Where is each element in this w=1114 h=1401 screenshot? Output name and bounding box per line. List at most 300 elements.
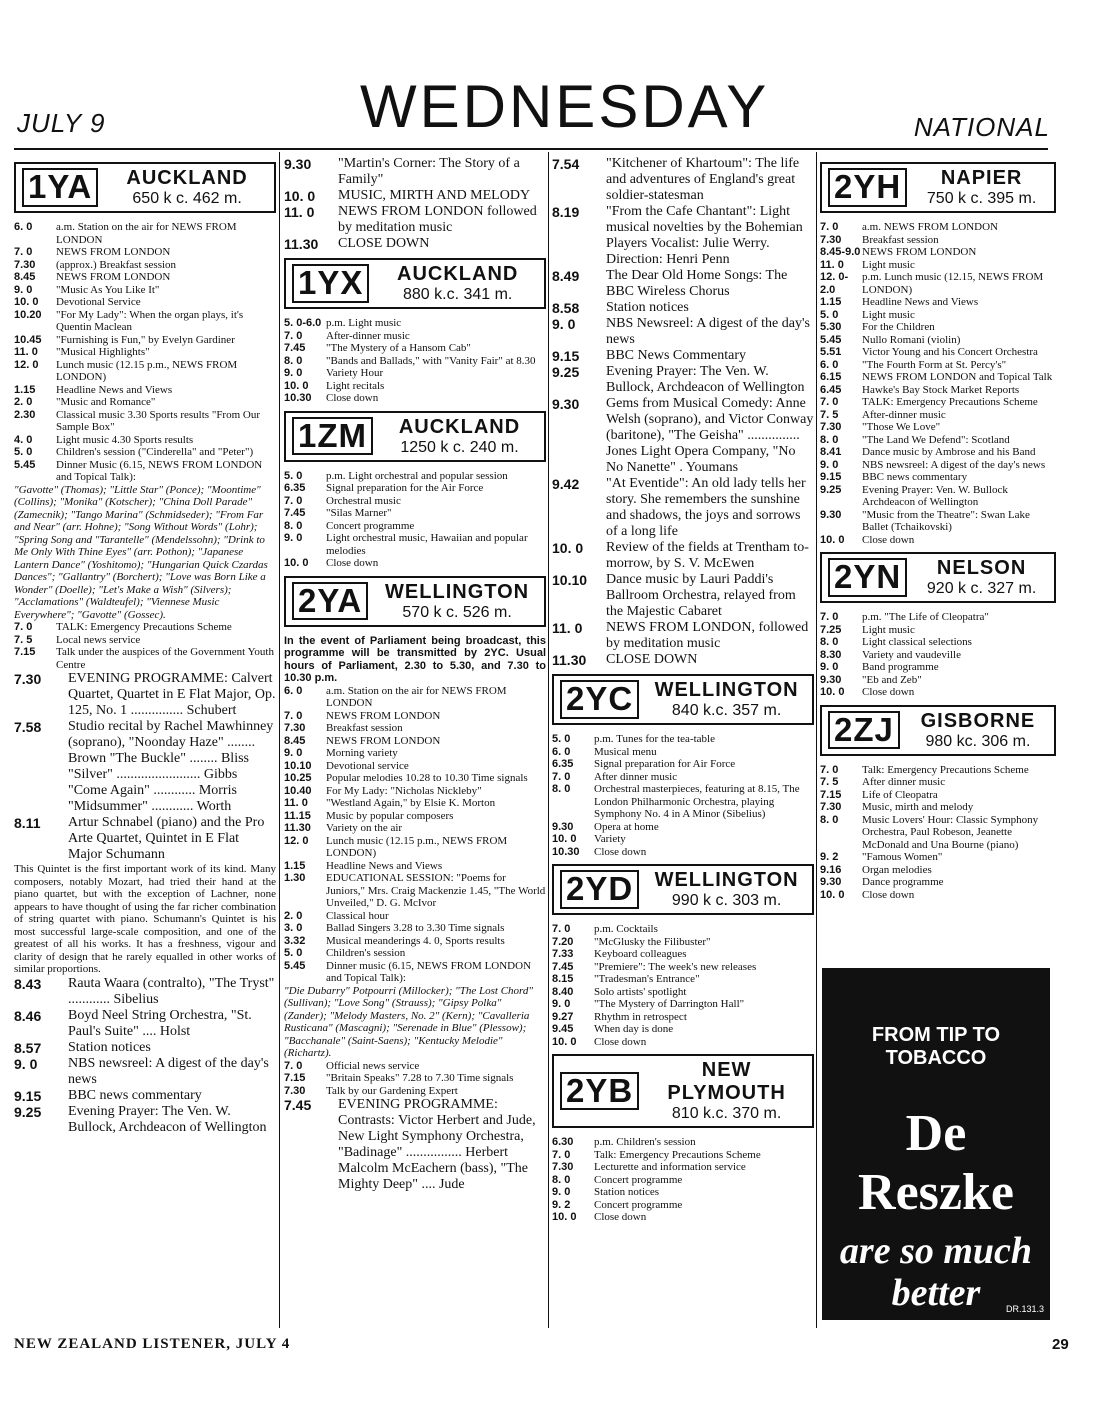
- programme-time: 7. 0: [284, 709, 303, 722]
- programme-description: Life of Cleopatra: [862, 788, 938, 801]
- programme-time: 7.15: [284, 1072, 306, 1084]
- programme-time: 8. 0: [284, 354, 303, 367]
- programme-row: [284, 392, 546, 405]
- programme-time: 7. 0: [14, 246, 33, 258]
- programme-description: Headline News and Views: [326, 859, 443, 872]
- station-callsign: 2YN: [828, 558, 907, 597]
- programme-row: [820, 889, 1056, 902]
- programme-description: Light recitals: [326, 379, 385, 392]
- programme-description: Rauta Waara (contralto), "The Tryst" ............ Sibelius: [68, 975, 275, 1007]
- programme-row: [820, 611, 1056, 624]
- programme-row: [820, 649, 1056, 662]
- programme-description: Studio recital by Rachel Mawhinney (soprano), "Noonday Haze" ........ Brown "The Buckle" ........ Bliss "Silver" ........................ Gibbs "Come Again" ............ Morris "Midsummer" ............ Worth: [68, 719, 274, 814]
- programme-description: Headline News and Views: [56, 383, 173, 396]
- programme-2yb: [552, 1136, 814, 1224]
- programme-description: After dinner music: [862, 776, 946, 788]
- programme-row: [820, 296, 1056, 309]
- programme-row: [552, 348, 814, 364]
- programme-time: 11.30: [284, 822, 311, 834]
- programme-time: 7. 0: [284, 329, 303, 342]
- footer-publication: NEW ZEALAND LISTENER, JULY 4: [14, 1336, 291, 1352]
- programme-time: 2. 0: [284, 909, 303, 922]
- programme-description: a.m. Station on the air for NEWS FROM LONDON: [56, 221, 237, 246]
- de-reszke-advertisement: [822, 968, 1050, 1320]
- programme-time: 9. 0: [820, 661, 839, 673]
- station-city: WELLINGTON: [654, 869, 799, 891]
- programme-row: [284, 367, 546, 380]
- programme-time: 8.45: [14, 271, 36, 283]
- programme-row: [552, 156, 814, 204]
- programme-description: Organ melodies: [862, 863, 932, 876]
- programme-description: For the Children: [862, 321, 935, 333]
- station-frequency: 570 k c. 526 m.: [402, 603, 512, 621]
- programme-row: [552, 1211, 814, 1224]
- programme-row: [284, 188, 546, 204]
- programme-time: 9. 0: [284, 747, 303, 759]
- programme-description: NEWS FROM LONDON and Topical Talk: [862, 371, 1053, 383]
- programme-time: 9. 0: [552, 1186, 571, 1198]
- ad-slogan: are so much better: [839, 1230, 1033, 1314]
- programme-row: [552, 833, 814, 846]
- programme-time: 5. 0: [284, 469, 303, 482]
- programme-description: Nullo Romani (violin): [862, 333, 961, 346]
- programme-row: [552, 821, 814, 834]
- programme-time: 11. 0: [552, 620, 583, 636]
- programme-time: 9. 0: [14, 283, 33, 296]
- programme-description: "Eb and Zeb": [862, 673, 922, 686]
- programme-row: [552, 1174, 814, 1187]
- programme-time: 9.45: [552, 1023, 574, 1035]
- programme-description: Concert programme: [594, 1173, 683, 1186]
- programme-2yn: [820, 611, 1056, 699]
- programme-time: 10.30: [552, 845, 580, 858]
- programme-row: [14, 671, 276, 719]
- programme-time: 10. 0: [552, 833, 577, 845]
- programme-row: [552, 268, 814, 300]
- programme-description: Close down: [326, 392, 379, 404]
- programme-time: 9.30: [552, 396, 580, 412]
- programme-description: Close down: [594, 1035, 647, 1048]
- programme-description: NEWS FROM LONDON, followed by meditation music: [606, 620, 809, 651]
- programme-description: NEWS FROM LONDON followed by meditation music: [338, 204, 537, 235]
- programme-description: Lunch music (12.15 p.m., NEWS FROM LONDON): [326, 834, 508, 859]
- programme-description: Signal preparation for Air Force: [594, 758, 736, 770]
- programme-description: Station notices: [606, 300, 689, 315]
- programme-time: 10.20: [14, 308, 42, 321]
- station-callsign: 2YH: [828, 168, 907, 207]
- programme-time: 12. 0-2.0: [820, 271, 849, 296]
- programme-1ya-late: [14, 976, 276, 1136]
- programme-description: a.m. NEWS FROM LONDON: [862, 221, 998, 233]
- programme-time: 9. 2: [552, 1198, 571, 1211]
- programme-row: [820, 674, 1056, 687]
- station-city: NELSON: [936, 557, 1027, 579]
- programme-time: 7.45: [284, 1097, 312, 1113]
- programme-description: Review of the fields at Trentham to-morrow, by S. V. McEwen: [606, 540, 809, 571]
- programme-row: [552, 316, 814, 348]
- programme-row: [820, 851, 1056, 864]
- programme-row: [820, 409, 1056, 422]
- programme-2yc: [552, 733, 814, 858]
- programme-time: 6. 0: [552, 745, 571, 758]
- programme-description: NEWS FROM LONDON: [56, 246, 171, 258]
- programme-row: [14, 1088, 276, 1104]
- programme-row: [552, 733, 814, 746]
- programme-row: [552, 1023, 814, 1036]
- programme-description: p.m. Light orchestral and popular session: [326, 469, 508, 482]
- programme-description: "Kitchener of Khartoum": The life and adventures of England's great soldier-statesman: [606, 156, 800, 203]
- programme-time: 7. 0: [284, 494, 303, 507]
- station-callsign: 2YA: [292, 582, 368, 621]
- programme-time: 9.30: [552, 820, 574, 833]
- programme-description: "Music from the Theatre": Swan Lake Ballet (Tchaikovski): [862, 508, 1030, 533]
- programme-time: 10. 0: [552, 1035, 577, 1048]
- programme-description: Close down: [862, 533, 915, 546]
- programme-description: p.m. Light music: [326, 317, 402, 329]
- programme-time: 9.15: [552, 348, 580, 364]
- programme-row: [552, 936, 814, 949]
- programme-description: Band programme: [862, 661, 939, 673]
- programme-time: 6.15: [820, 371, 842, 383]
- programme-description: Variety on the air: [326, 822, 403, 834]
- station-callsign: 1YX: [292, 264, 369, 303]
- station-frequency: 750 k c. 395 m.: [926, 190, 1037, 207]
- programme-description: Solo artists' spotlight: [594, 985, 687, 998]
- programme-time: 7. 0: [820, 611, 839, 623]
- programme-time: 10.40: [284, 784, 312, 797]
- programme-row: [552, 1036, 814, 1049]
- programme-time: 9.15: [14, 1087, 42, 1104]
- programme-row: [14, 1040, 276, 1056]
- programme-description: Light music: [862, 258, 915, 271]
- programme-time: 8.43: [14, 975, 42, 992]
- programme-time: 7.30: [284, 722, 306, 734]
- programme-time: 12. 0: [14, 358, 39, 371]
- programme-description: Variety Hour: [326, 367, 384, 379]
- programme-row: [820, 864, 1056, 877]
- programme-time: 7.15: [820, 788, 842, 801]
- programme-row: [284, 330, 546, 343]
- programme-description: CLOSE DOWN: [606, 652, 698, 667]
- programme-row: [820, 636, 1056, 649]
- programme-row: [14, 396, 276, 409]
- programme-time: 9.42: [552, 476, 580, 492]
- programme-row: [820, 359, 1056, 372]
- programme-row: [284, 236, 546, 252]
- programme-row: [284, 520, 546, 533]
- ad-code: DR.131.3: [1005, 1304, 1044, 1314]
- programme-description: Dinner Music (6.15, NEWS FROM LONDON and Topical Talk):: [56, 458, 263, 483]
- programme-description: Breakfast session: [326, 722, 403, 734]
- programme-row: [820, 321, 1056, 334]
- programme-row: [820, 221, 1056, 234]
- programme-description: Orchestral music: [326, 494, 401, 507]
- programme-row: [820, 384, 1056, 397]
- programme-row: [552, 652, 814, 668]
- programme-row: [14, 434, 276, 447]
- station-banner-2yb: [552, 1054, 814, 1128]
- station-frequency: 920 k c. 327 m.: [926, 580, 1037, 597]
- programme-time: 8.11: [14, 815, 41, 831]
- programme-description: "The Mystery of a Hansom Cab": [326, 342, 471, 354]
- programme-description: Lunch music (12.15 p.m., NEWS FROM LONDON): [56, 358, 238, 383]
- station-city: AUCKLAND: [397, 263, 519, 285]
- programme-description: Station notices: [68, 1039, 151, 1055]
- programme-row: [820, 814, 1056, 852]
- dinner-music-list: "Gavotte" (Thomas); "Little Star" (Ponce); "Moontime" (Collins); "Monika" (Kotscher); "China Doll Parade" (Zamecnik); "Tango Marina" (Schmidseder); "From Far and Near" (arr. Hohne); "Song Without Words" (Lohr); "Spring Song and "Tarantelle" (Mendelssohn); "Drink to Me Only With Thine Eyes" (arr. Pothon); "Japanese Lantern Dance" (Yoshitomo); "Hungarian Quick Czardas Dances"; "Gallantry" (Borchert); "Love was Born Like a Wonder" (Doelle); "Let's Make a Wish" (Silvers); "Acclamations" (Waldteufel); "Viennese Music Everywhere"; "Gavotte" (Gossec).: [14, 483, 268, 621]
- programme-description: Light music 4.30 Sports results: [56, 433, 194, 446]
- programme-description: BBC news commentary: [68, 1087, 202, 1103]
- station-banner-2yn: [820, 552, 1056, 603]
- programme-row: [284, 557, 546, 570]
- programme-time: 6. 0: [284, 684, 303, 697]
- programme-row: [284, 872, 546, 910]
- programme-time: 6. 0: [820, 358, 839, 371]
- programme-row: [552, 620, 814, 652]
- programme-description: Music, mirth and melody: [862, 801, 974, 813]
- programme-description: Boyd Neel String Orchestra, "St. Paul's Suite" .... Holst: [68, 1007, 252, 1039]
- programme-row: [284, 860, 546, 873]
- programme-time: 8.30: [820, 648, 842, 661]
- programme-row: [552, 204, 814, 268]
- programme-row: [14, 976, 276, 1008]
- station-frequency: 980 kc. 306 m.: [925, 732, 1031, 750]
- programme-description: BBC News Commentary: [606, 348, 746, 363]
- programme-row: [820, 334, 1056, 347]
- programme-description: EDUCATIONAL SESSION: "Poems for Juniors," Mrs. Craig Mackenzie 1.45, "The World Unveiled," D. G. McIvor: [326, 872, 546, 909]
- programme-time: 6.45: [820, 383, 842, 396]
- programme-time: 7.30: [14, 671, 42, 687]
- programme-description: Rhythm in retrospect: [594, 1010, 687, 1023]
- column-divider: [548, 152, 549, 1328]
- programme-time: 7. 0: [552, 770, 571, 783]
- programme-time: 7.30: [820, 421, 842, 433]
- column-divider: [816, 152, 817, 1328]
- station-banner-2ya: [284, 576, 546, 627]
- programme-time: 5. 0: [552, 733, 571, 745]
- programme-description: Classical hour: [326, 909, 389, 922]
- programme-row: [820, 509, 1056, 534]
- programme-time: 7.30: [552, 1161, 574, 1173]
- programme-time: 8.45: [284, 734, 306, 747]
- programme-row: [820, 459, 1056, 472]
- programme-row: [552, 771, 814, 784]
- programme-description: Musical meanderings 4. 0, Sports results: [326, 934, 505, 947]
- programme-time: 10. 0: [552, 540, 584, 556]
- programme-time: 7. 0: [820, 396, 839, 408]
- station-city: WELLINGTON: [385, 580, 530, 603]
- programme-description: Devotional service: [326, 759, 409, 772]
- programme-description: Morning variety: [326, 747, 398, 759]
- programme-description: p.m. "The Life of Cleopatra": [862, 611, 989, 623]
- programme-time: 1.15: [820, 296, 842, 308]
- programme-description: After dinner music: [594, 770, 678, 783]
- programme-description: Concert programme: [326, 519, 415, 532]
- programme-row: [14, 346, 276, 359]
- programme-row: [14, 446, 276, 459]
- programme-row: [820, 661, 1056, 674]
- programme-time: 5. 0: [284, 947, 303, 959]
- programme-description: "Music and Romance": [56, 396, 156, 408]
- programme-row: [14, 409, 276, 434]
- programme-description: "Musical Highlights": [56, 346, 150, 358]
- programme-row: [284, 960, 546, 985]
- programme-time: 9. 0: [552, 316, 576, 332]
- programme-time: 9. 0: [552, 998, 571, 1010]
- programme-time: 7.20: [552, 935, 574, 948]
- programme-row: [284, 722, 546, 735]
- programme-row: [14, 259, 276, 272]
- programme-row: [820, 776, 1056, 789]
- programme-row: [284, 935, 546, 948]
- programme-time: 10.45: [14, 333, 42, 346]
- programme-description: Light music: [862, 308, 915, 321]
- programme-time: 6.30: [552, 1136, 574, 1148]
- programme-time: 7. 0: [820, 221, 839, 233]
- programme-time: 8.57: [14, 1039, 42, 1056]
- programme-row: [820, 789, 1056, 802]
- programme-time: 12. 0: [284, 834, 309, 847]
- programme-description: Station notices: [594, 1186, 660, 1198]
- programme-time: 7. 5: [14, 633, 33, 646]
- programme-row: [552, 396, 814, 476]
- programme-time: 8.15: [552, 973, 574, 985]
- programme-time: 5.45: [14, 458, 36, 471]
- programme-time: 7.45: [284, 507, 306, 519]
- station-city: NAPIER: [940, 167, 1023, 189]
- programme-row: [14, 296, 276, 309]
- programme-description: "Premiere": The week's new releases: [594, 960, 757, 973]
- programme-row: [820, 434, 1056, 447]
- station-city: AUCKLAND: [126, 167, 248, 189]
- programme-description: Concert programme: [594, 1198, 683, 1211]
- station-city: GISBORNE: [920, 709, 1036, 732]
- programme-description: Evening Prayer: The Ven. W. Bullock, Archdeacon of Wellington: [606, 364, 805, 395]
- programme-row: [284, 710, 546, 723]
- programme-description: Orchestral masterpieces, featuring at 8.15, The London Philharmonic Orchestra, playing Symphony No. 4 in A Minor (Sibelius): [594, 783, 800, 820]
- programme-time: 8.58: [552, 300, 580, 316]
- programme-time: 11. 0: [284, 797, 308, 809]
- programme-time: 5. 0-6.0: [284, 317, 322, 329]
- programme-description: Evening Prayer: Ven. W. Bullock Archdeacon of Wellington: [862, 483, 1008, 508]
- programme-description: For My Lady: "Nicholas Nickleby": [326, 784, 482, 797]
- programme-row: [14, 621, 276, 634]
- programme-2yh: [820, 221, 1056, 546]
- programme-row: [284, 772, 546, 785]
- programme-time: 5.30: [820, 321, 842, 333]
- programme-description: Talk by our Gardening Expert: [326, 1084, 458, 1097]
- programme-time: 10. 0: [14, 296, 39, 308]
- programme-row: [552, 540, 814, 572]
- programme-time: 4. 0: [14, 433, 33, 446]
- programme-description: "Famous Women": [862, 851, 943, 863]
- programme-description: "Westland Again," by Elsie K. Morton: [326, 797, 496, 809]
- programme-row: [14, 271, 276, 284]
- programme-time: 5.51: [820, 346, 842, 358]
- programme-row: [820, 764, 1056, 777]
- station-banner-2yd: [552, 864, 814, 915]
- programme-time: 2.30: [14, 408, 36, 421]
- header-date: JULY 9: [17, 108, 106, 138]
- programme-time: 1.30: [284, 872, 306, 884]
- station-frequency: 880 k.c. 341 m.: [402, 286, 513, 303]
- programme-description: "Tradesman's Entrance": [594, 973, 700, 985]
- programme-time: 9. 0: [284, 532, 303, 544]
- programme-time: 8. 0: [820, 433, 839, 446]
- programme-row: [284, 810, 546, 823]
- programme-description: "Bands and Ballads," with "Vanity Fair" at 8.30: [326, 354, 536, 367]
- programme-time: 8. 0: [552, 783, 571, 795]
- station-callsign: 1ZM: [292, 417, 373, 456]
- programme-row: [284, 355, 546, 368]
- programme-row: [552, 948, 814, 961]
- programme-time: 9. 2: [820, 851, 839, 863]
- programme-description: Talk under the auspices of the Government Youth Centre: [56, 646, 274, 671]
- programme-row: [820, 686, 1056, 699]
- programme-row: [820, 234, 1056, 247]
- programme-row: [284, 156, 546, 188]
- programme-description: Musical menu: [594, 745, 657, 758]
- programme-row: [284, 532, 546, 557]
- programme-description: After-dinner music: [326, 329, 410, 342]
- programme-row: [552, 1199, 814, 1212]
- programme-description: (approx.) Breakfast session: [56, 258, 177, 271]
- programme-time: 8.49: [552, 268, 580, 284]
- programme-description: When day is done: [594, 1023, 674, 1035]
- programme-description: Music Lovers' Hour: Classic Symphony Orchestra, Paul Robeson, Jeanette McDonald and Una Bourne (piano): [862, 813, 1039, 851]
- programme-description: Talk: Emergency Precautions Scheme: [594, 1148, 761, 1161]
- programme-row: [552, 1186, 814, 1199]
- programme-description: "Britain Speaks" 7.28 to 7.30 Time signals: [326, 1072, 514, 1084]
- programme-time: 9.30: [284, 156, 312, 172]
- programme-time: 10. 0: [820, 888, 845, 901]
- programme-description: Breakfast session: [862, 233, 939, 246]
- programme-time: 9.25: [14, 1103, 42, 1120]
- programme-description: p.m. Children's session: [594, 1136, 696, 1148]
- programme-time: 9. 0: [14, 1055, 38, 1072]
- programme-description: Light orchestral music, Hawaiian and popular melodies: [326, 532, 528, 557]
- programme-description: Close down: [594, 845, 647, 858]
- programme-row: [284, 1085, 546, 1098]
- programme-time: 6. 0: [14, 221, 33, 233]
- programme-2ya: [284, 685, 546, 985]
- station-frequency: 1250 k c. 240 m.: [400, 438, 519, 456]
- programme-row: [14, 815, 276, 863]
- programme-description: Children's session ("Cinderella" and "Peter"): [56, 446, 254, 458]
- programme-time: 9.27: [552, 1010, 574, 1023]
- programme-time: 11. 0: [820, 258, 844, 271]
- programme-description: TALK: Emergency Precautions Scheme: [862, 396, 1038, 408]
- programme-description: "At Eventide": An old lady tells her story. She remembers the sunshine and shadows, the joys and sorrows of a long life: [606, 476, 806, 539]
- programme-description: "Martin's Corner: The Story of a Family": [338, 156, 520, 187]
- programme-row: [14, 1008, 276, 1040]
- programme-description: Evening Prayer: The Ven. W. Bullock, Archdeacon of Wellington: [68, 1103, 267, 1135]
- station-banner-1zm: [284, 411, 546, 462]
- programme-time: 9. 0: [284, 367, 303, 379]
- programme-row: [552, 923, 814, 936]
- programme-row: [552, 476, 814, 540]
- programme-description: Classical music 3.30 Sports results "From Our Sample Box": [56, 408, 261, 433]
- programme-description: Signal preparation for the Air Force: [326, 482, 484, 494]
- programme-description: Variety: [594, 833, 626, 845]
- programme-row: [14, 634, 276, 647]
- programme-row: [284, 735, 546, 748]
- header-rule: [14, 148, 1048, 150]
- programme-description: Opera at home: [594, 820, 659, 833]
- programme-description: Close down: [326, 557, 379, 569]
- programme-description: Music by popular composers: [326, 809, 454, 822]
- programme-time: 8.46: [14, 1007, 42, 1024]
